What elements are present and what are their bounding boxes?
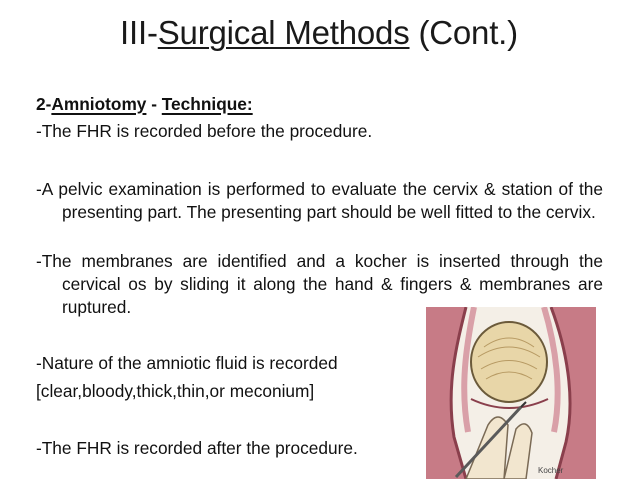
title-suffix: (Cont.)	[409, 14, 518, 51]
heading-number: 2-	[36, 94, 52, 114]
fluid-types-line: [clear,bloody,thick,thin,or meconium]	[36, 381, 315, 401]
amniotomy-illustration	[426, 307, 596, 479]
title-prefix: III-	[120, 14, 158, 51]
section-heading	[36, 93, 253, 116]
fhr-after-line: -The FHR is recorded after the procedure.	[36, 438, 358, 458]
fhr-before-line: -The FHR is recorded before the procedure.	[36, 121, 373, 141]
slide-title	[0, 14, 638, 52]
amniotic-fluid-line: -Nature of the amniotic fluid is recorded	[36, 353, 338, 373]
figure-caption: Kocher	[538, 466, 564, 475]
heading-term: Amniotomy	[51, 94, 147, 114]
pelvic-exam-paragraph: -A pelvic examination is performed to evaluate the cervix & station of the presenting part. The presenting part should be well fitted to the cervix.	[36, 179, 603, 222]
title-link[interactable]: Surgical Methods	[157, 14, 410, 51]
membranes-paragraph: -The membranes are identified and a kocher is inserted through the cervical os by sliding it along the hand & fingers & membranes are ruptured.	[36, 251, 603, 317]
heading-separator: -	[146, 94, 162, 114]
heading-technique: Technique:	[161, 94, 253, 114]
